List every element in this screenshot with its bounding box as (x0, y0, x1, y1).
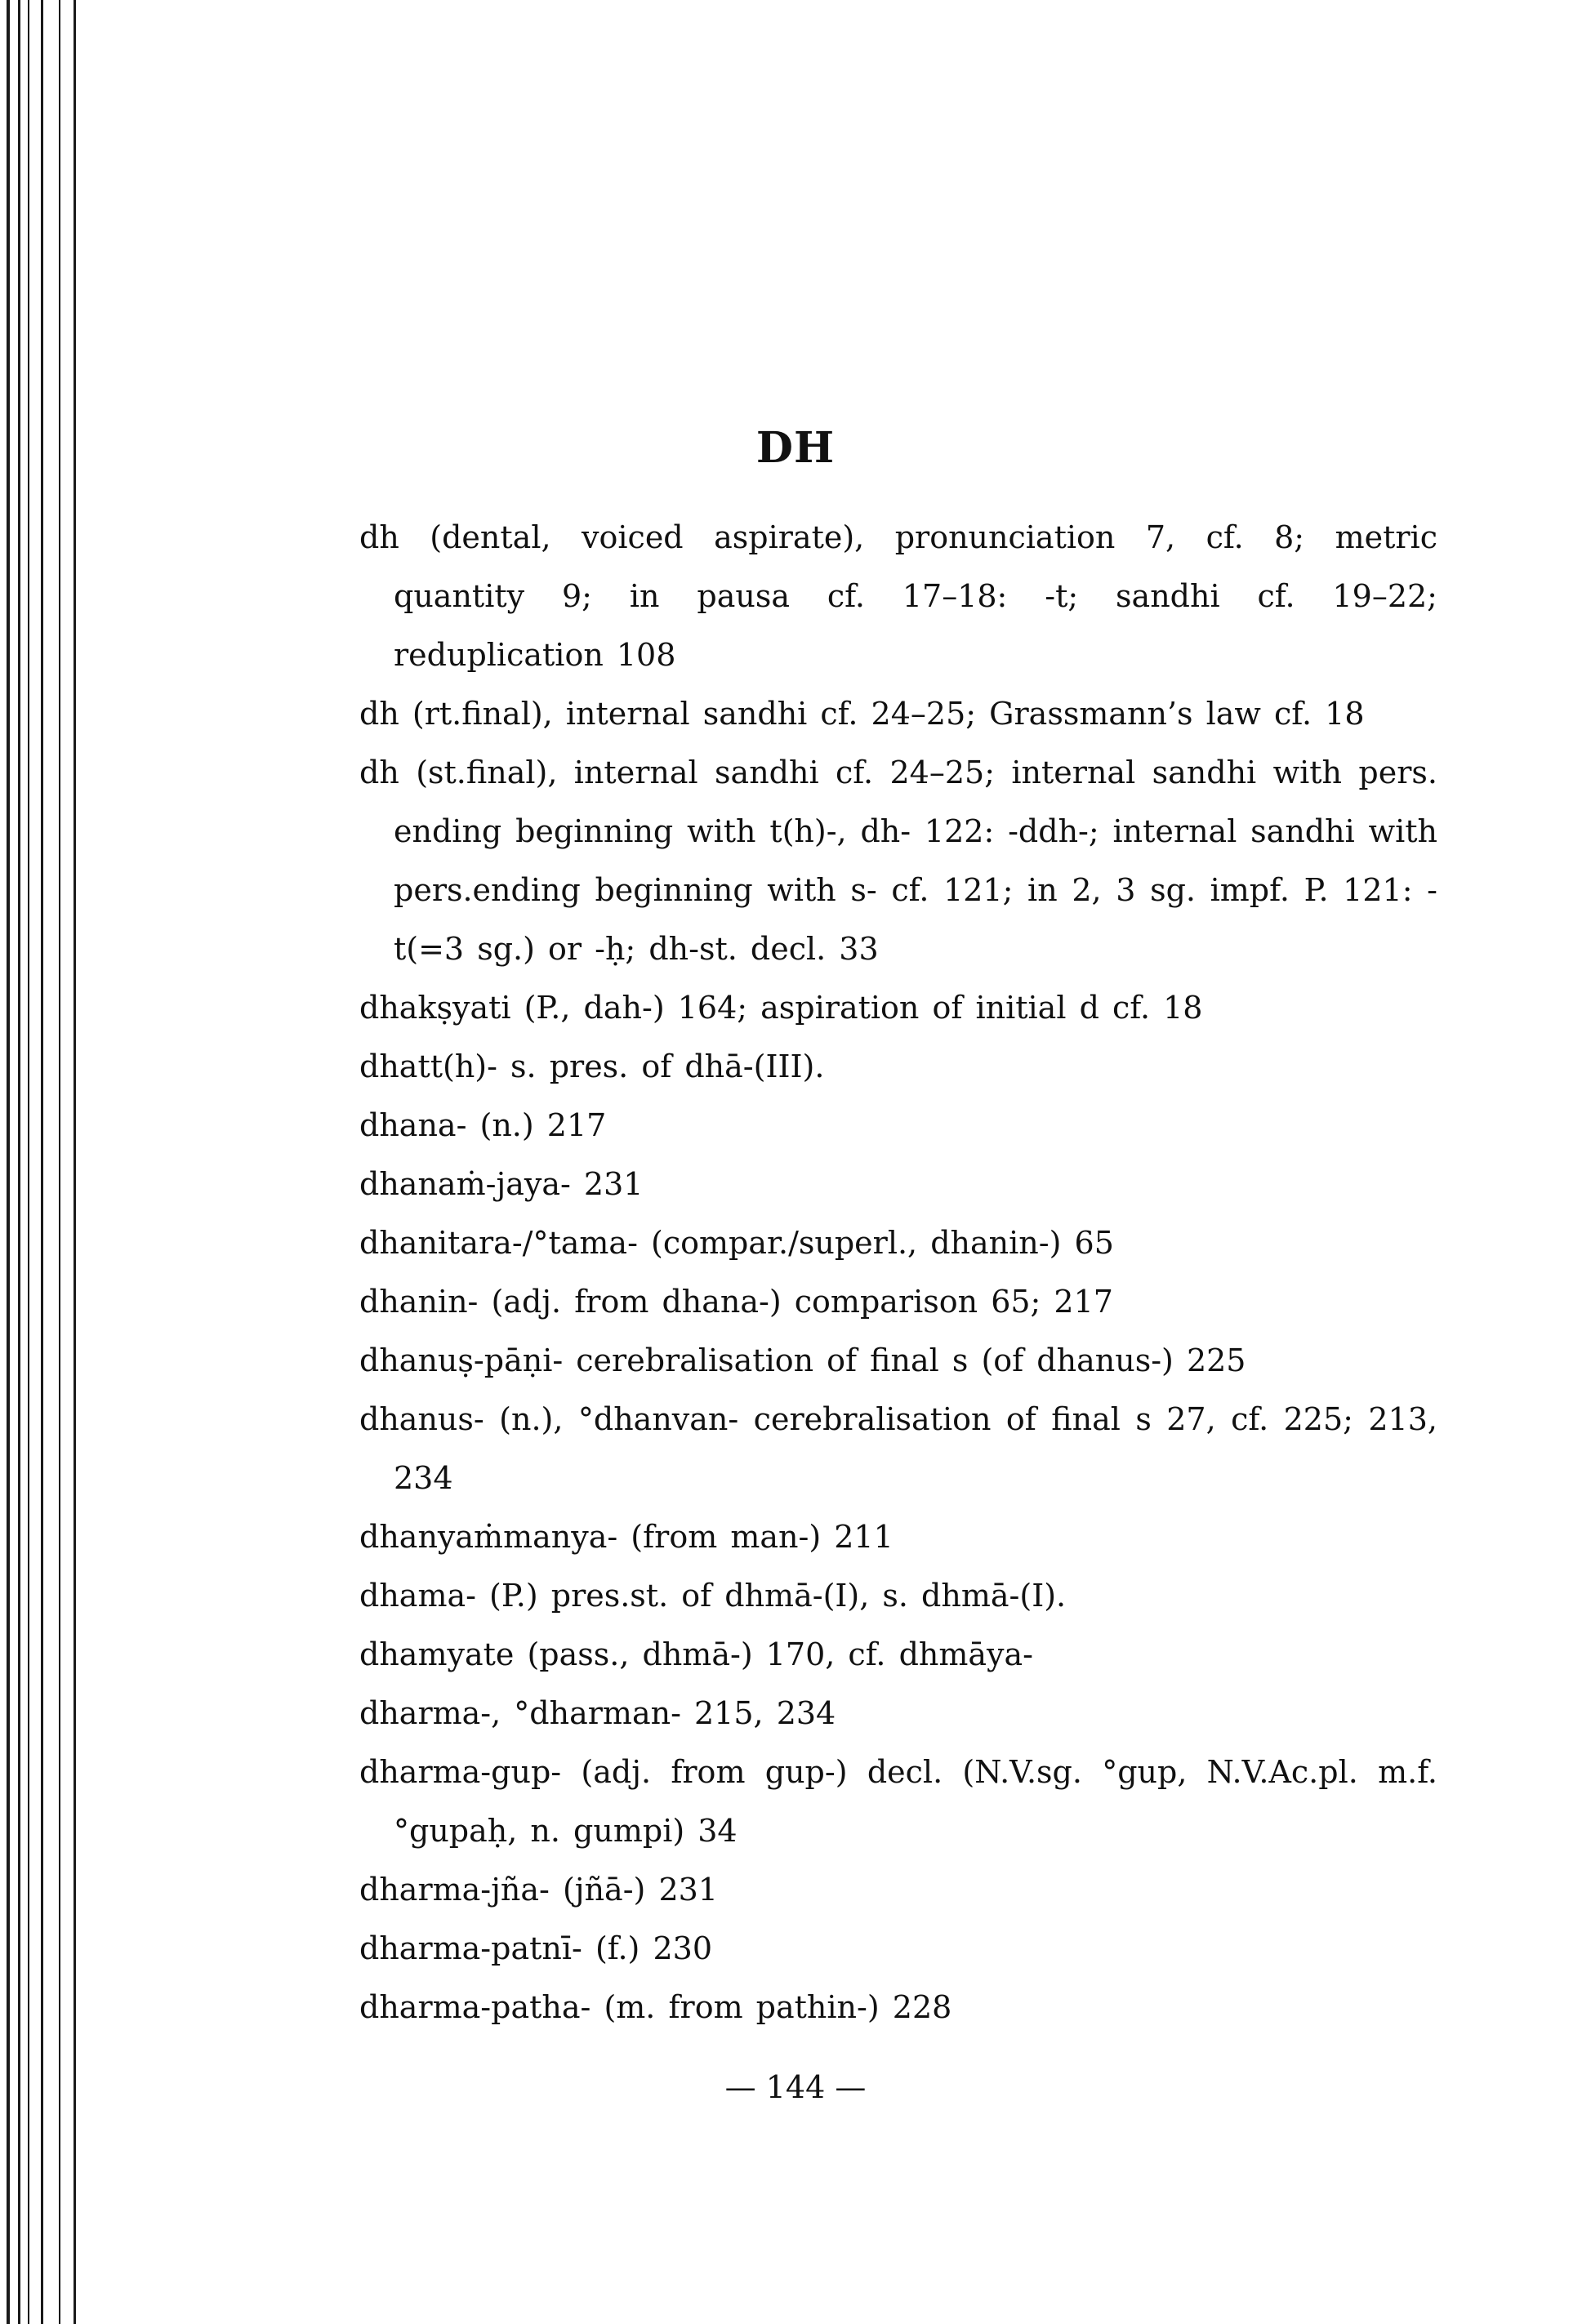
index-entries (359, 508, 1437, 2037)
index-entry: dharma-jña- (jñā-) 231 (359, 1872, 718, 1908)
index-entry: dhatt(h)- s. pres. of dhā-(III). (359, 1048, 825, 1084)
index-entry: dharma-gup- (adj. from gup-) decl. (N.V.sg. °gup, N.V.Ac.pl. m.f. °gupaḥ, n. gumpi) 34 (359, 1754, 1437, 1849)
binding-line (28, 0, 29, 2324)
index-entry: dhanitara-/°tama- (compar./superl., dhanin-) 65 (359, 1225, 1114, 1261)
index-entry: dharma-, °dharman- 215, 234 (359, 1695, 836, 1731)
index-entry: dhanus- (n.), °dhanvan- cerebralisation of final s 27, cf. 225; 213, 234 (359, 1401, 1437, 1496)
index-entry: dh (st.final), internal sandhi cf. 24–25; internal sandhi with pers. ending beginning with t(h)-, dh- 122: -ddh-; internal sandhi with pers.ending beginning with s- cf. 121; in 2, 3 sg. impf. P. 121: -t(=3 sg.) or -ḥ; dh-st. decl. 33 (359, 755, 1437, 967)
index-entry: dhama- (P.) pres.st. of dhmā-(I), s. dhmā-(I). (359, 1578, 1067, 1614)
binding-line (7, 0, 10, 2324)
binding-line (74, 0, 76, 2324)
index-entry: dharma-patha- (m. from pathin-) 228 (359, 1989, 952, 2025)
binding-line (59, 0, 60, 2324)
index-entry: dhanin- (adj. from dhana-) comparison 65; 217 (359, 1284, 1113, 1320)
index-entry: dhanaṁ-jaya- 231 (359, 1166, 644, 1202)
index-entry: dharma-patnī- (f.) 230 (359, 1930, 712, 1966)
index-entry: dhanuṣ-pāṇi- cerebralisation of final s (of dhanus-) 225 (359, 1342, 1246, 1378)
index-entry: dhanyaṁmanya- (from man-) 211 (359, 1519, 894, 1555)
binding-edge (0, 0, 90, 2324)
section-heading: DH (755, 423, 836, 473)
index-entry: dhana- (n.) 217 (359, 1107, 607, 1143)
binding-line (41, 0, 43, 2324)
index-entry: dhamyate (pass., dhmā-) 170, cf. dhmāya- (359, 1636, 1034, 1672)
index-entry: dh (rt.final), internal sandhi cf. 24–25; Grassmann’s law cf. 18 (359, 696, 1365, 732)
page-number: — 144 — (724, 2069, 867, 2105)
index-entry: dh (dental, voiced aspirate), pronunciation 7, cf. 8; metric quantity 9; in pausa cf. 17–18: -t; sandhi cf. 19–22; reduplication 108 (359, 519, 1437, 673)
binding-line (18, 0, 20, 2324)
index-entry: dhakṣyati (P., dah-) 164; aspiration of initial d cf. 18 (359, 990, 1203, 1026)
